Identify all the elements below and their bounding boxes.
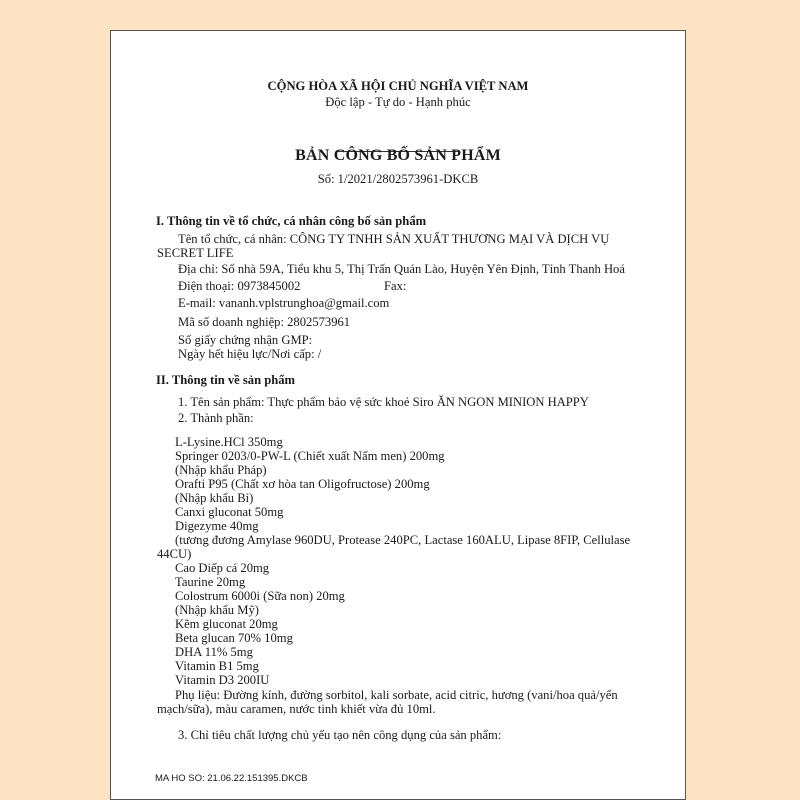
- ingredient-line: Vitamin D3 200IU: [175, 673, 270, 687]
- ingredient-line: Colostrum 6000i (Sữa non) 20mg: [175, 589, 345, 603]
- ingredient-line: Vitamin B1 5mg: [175, 659, 259, 673]
- dossier-code: MA HO SO: 21.06.22.151395.DKCB: [155, 773, 308, 784]
- ingredient-line: Orafti P95 (Chất xơ hòa tan Oligofructose) 200mg: [175, 477, 430, 491]
- ingredient-line: Kẽm gluconat 20mg: [175, 617, 278, 631]
- excipients-line1: Phụ liệu: Đường kính, đường sorbitol, kali sorbate, acid citric, hương (vani/hoa quả/yến: [175, 688, 618, 702]
- org-address: Địa chỉ: Số nhà 59A, Tiểu khu 5, Thị Trấn Quán Lào, Huyện Yên Định, Tỉnh Thanh Hoá: [178, 262, 625, 276]
- excipients-line2: mạch/sữa), màu caramen, nước tinh khiết vừa đủ 10ml.: [157, 702, 436, 716]
- ingredient-line: (Nhập khẩu Bỉ): [175, 491, 254, 505]
- product-name: 1. Tên sản phẩm: Thực phẩm bảo vệ sức khoẻ Siro ĂN NGON MINION HAPPY: [178, 395, 589, 409]
- org-expiry: Ngày hết hiệu lực/Nơi cấp: /: [178, 347, 322, 361]
- ingredient-line: Beta glucan 70% 10mg: [175, 631, 293, 645]
- org-name-line1: Tên tổ chức, cá nhân: CÔNG TY TNHH SẢN XUẤT THƯƠNG MẠI VÀ DỊCH VỤ: [178, 232, 610, 246]
- section2-heading: II. Thông tin về sản phẩm: [156, 373, 296, 387]
- document-sheet: [110, 30, 686, 800]
- ingredient-line: Taurine 20mg: [175, 575, 246, 589]
- section1-heading: I. Thông tin về tổ chức, cá nhân công bố sản phẩm: [156, 214, 427, 228]
- document-title: BẢN CÔNG BỐ SẢN PHẨM: [295, 147, 501, 164]
- ingredient-line: L-Lysine.HCl 350mg: [175, 435, 283, 449]
- org-name-line2: SECRET LIFE: [157, 246, 234, 260]
- ingredient-line: (Nhập khẩu Mỹ): [175, 603, 259, 617]
- republic-header: CỘNG HÒA XÃ HỘI CHỦ NGHĨA VIỆT NAM: [267, 79, 529, 93]
- ingredient-line: DHA 11% 5mg: [175, 645, 253, 659]
- ingredient-line: 44CU): [157, 547, 192, 561]
- ingredients-label: 2. Thành phần:: [178, 411, 254, 425]
- national-motto: Độc lập - Tự do - Hạnh phúc: [325, 95, 471, 109]
- org-phone: Điện thoại: 0973845002: [178, 279, 301, 293]
- ingredient-line: (Nhập khẩu Pháp): [175, 463, 267, 477]
- document-number: Số: 1/2021/2802573961-DKCB: [317, 172, 479, 186]
- ingredient-line: Cao Diếp cá 20mg: [175, 561, 270, 575]
- org-email: E-mail: vananh.vplstrunghoa@gmail.com: [178, 296, 390, 310]
- ingredient-line: Springer 0203/0-PW-L (Chiết xuất Nấm men) 200mg: [175, 449, 445, 463]
- org-gmp: Số giấy chứng nhận GMP:: [178, 333, 313, 347]
- ingredient-line: Digezyme 40mg: [175, 519, 259, 533]
- org-fax: Fax:: [384, 279, 407, 293]
- ingredient-line: Canxi gluconat 50mg: [175, 505, 284, 519]
- quality-criteria: 3. Chỉ tiêu chất lượng chủ yếu tạo nên công dụng của sản phẩm:: [178, 728, 502, 742]
- org-tax-code: Mã số doanh nghiệp: 2802573961: [178, 315, 351, 329]
- ingredient-line: (tương đương Amylase 960DU, Protease 240PC, Lactase 160ALU, Lipase 8FIP, Cellulase: [175, 533, 631, 547]
